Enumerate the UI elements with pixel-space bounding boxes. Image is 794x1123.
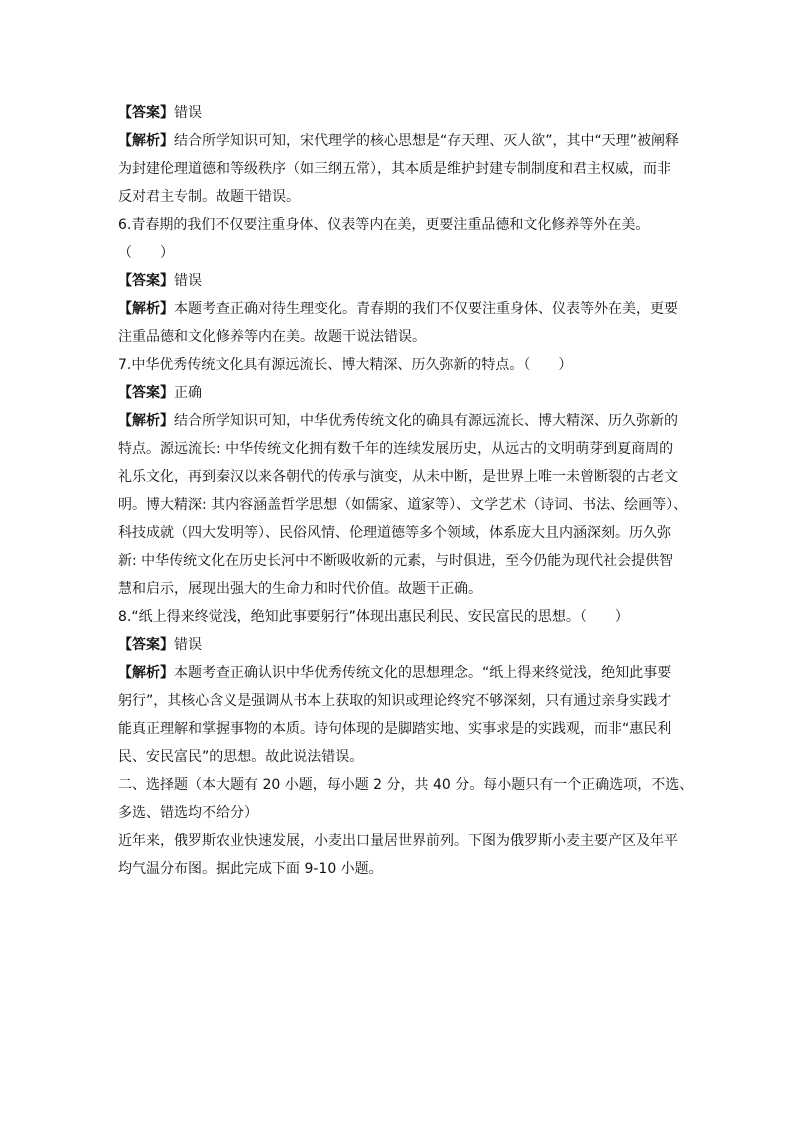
analysis-line: 礼乐文化，再到秦汉以来各朝代的传承与演变，从未中断，是世界上唯一未曾断裂的古老文 [118, 469, 678, 485]
section-heading: 多选、错选均不给分） [118, 805, 258, 821]
analysis-line [118, 407, 688, 435]
analysis-line: 民、安民富民”的思想。故此说法错误。 [118, 749, 364, 765]
analysis-line [118, 127, 688, 155]
answer-line [118, 631, 688, 659]
analysis-line: 反对君主专制。故题干错误。 [118, 189, 300, 205]
analysis-text: 本题考查正确对待生理变化。青春期的我们不仅要注重身体、仪表等外在美，更要 [174, 301, 678, 317]
analysis-text: 结合所学知识可知，中华优秀传统文化的确具有源远流长、博大精深、历久弥新的 [174, 413, 678, 429]
analysis-line: 慧和启示，展现出强大的生命力和时代价值。故题干正确。 [118, 581, 482, 597]
analysis-text: 结合所学知识可知，宋代理学的核心思想是“存天理、灭人欲”，其中“天理”被阐释 [174, 133, 680, 149]
answer-blank: （ ） [579, 609, 629, 625]
analysis-line: 为封建伦理道德和等级秩序（如三纲五常），其本质是维护封建专制制度和君主权威，而非 [118, 161, 671, 177]
analysis-text: 本题考查正确认识中华优秀传统文化的思想理念。“纸上得来终觉浅，绝知此事要 [174, 665, 672, 681]
analysis-line: 注重品德和文化修养等内在美。故题干说法错误。 [118, 329, 426, 345]
page-content [118, 99, 694, 883]
answer-label: 【答案】 [118, 105, 174, 121]
answer-blank: （ ） [118, 245, 174, 261]
answer-value: 错误 [174, 105, 202, 121]
question-text: 7.中华优秀传统文化具有源远流长、博大精深、历久弥新的特点。 [118, 357, 524, 373]
analysis-line: 能真正理解和掌握事物的本质。诗句体现的是脚踏实地、实事求是的实践观，而非“惠民利 [118, 721, 672, 737]
question-text: 8.“纸上得来终觉浅，绝知此事要躬行”体现出惠民利民、安民富民的思想。 [118, 609, 580, 625]
section-intro: 近年来，俄罗斯农业快速发展，小麦出口量居世界前列。下图为俄罗斯小麦主要产区及年平 [118, 833, 678, 849]
answer-value: 错误 [174, 637, 202, 653]
analysis-line [118, 659, 688, 687]
analysis-label: 【解析】 [118, 133, 174, 149]
question-7 [118, 351, 688, 379]
analysis-label: 【解析】 [118, 665, 174, 681]
answer-blank: （ ） [523, 357, 573, 373]
answer-label: 【答案】 [118, 385, 174, 401]
section-intro: 均气温分布图。据此完成下面 9-10 小题。 [118, 861, 383, 877]
answer-value: 正确 [174, 385, 202, 401]
section-heading: 二、选择题（本大题有 20 小题，每小题 2 分，共 40 分。每小题只有一个正确选项，不选、 [118, 777, 694, 793]
answer-label: 【答案】 [118, 637, 174, 653]
answer-label: 【答案】 [118, 273, 174, 289]
question-8 [118, 603, 688, 631]
answer-line [118, 379, 688, 407]
analysis-label: 【解析】 [118, 301, 174, 317]
answer-line [118, 267, 688, 295]
answer-line [118, 99, 688, 127]
answer-value: 错误 [174, 273, 202, 289]
question-6: 6.青春期的我们不仅要注重身体、仪表等内在美，更要注重品德和文化修养等外在美。 [118, 217, 650, 233]
analysis-line: 新: 中华传统文化在历史长河中不断吸收新的元素，与时俱进，至今仍能为现代社会提供智 [118, 553, 674, 569]
analysis-line: 特点。源远流长: 中华传统文化拥有数千年的连续发展历史，从远古的文明萌芽到夏商周的 [118, 441, 674, 457]
analysis-line: 明。博大精深: 其内容涵盖哲学思想（如儒家、道家等）、文学艺术（诗词、书法、绘画等）、 [118, 497, 688, 513]
analysis-line [118, 295, 688, 323]
analysis-line: 躬行”，其核心含义是强调从书本上获取的知识或理论终究不够深刻，只有通过亲身实践才 [118, 693, 672, 709]
analysis-line: 科技成就（四大发明等）、民俗风情、伦理道德等多个领域，体系庞大且内涵深刻。历久弥 [118, 525, 671, 541]
analysis-label: 【解析】 [118, 413, 174, 429]
